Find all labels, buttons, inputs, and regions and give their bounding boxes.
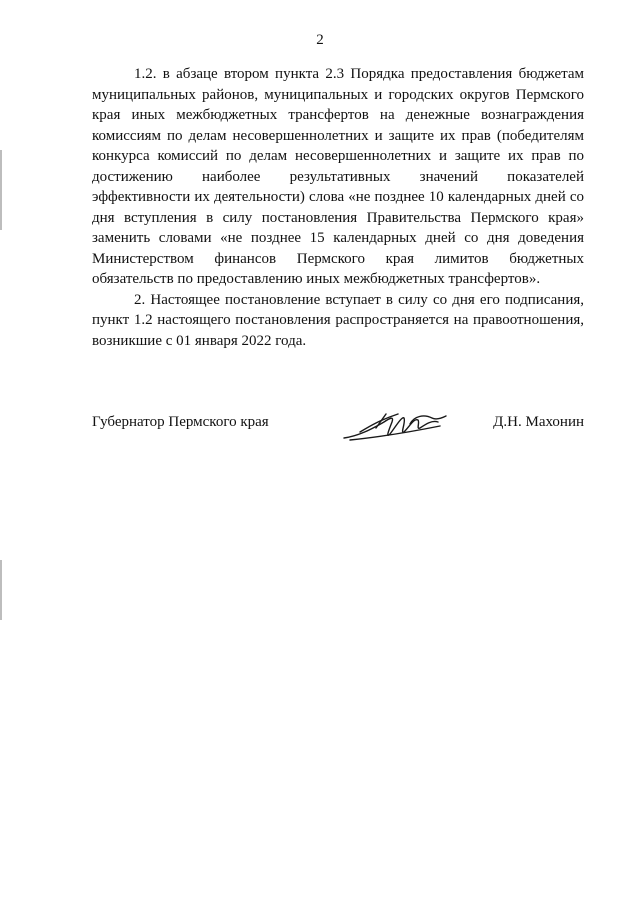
document-body [92,64,584,351]
signatory-title: Губернатор Пермского края [92,414,269,430]
scan-edge-mark [0,560,2,620]
paragraph-amendment-1-2: 1.2. в абзаце втором пункта 2.3 Порядка предоставления бюджетам муниципальных районов, муниципальных и городских округов Пермского края иных межбюджетных трансфертов на денежные вознаграждения комиссиям по делам несовершеннолетних и защите их прав (победителям конкурса комиссий по делам несовершеннолетних и защите их прав по достижению наиболее результативных значений показателей эффективности их деятельности) слова «не позднее 10 календарных дней со дня вступления в силу постановления Правительства Пермского края» заменить словами «не позднее 15 календарных дней со дня доведения Министерством финансов Пермского края лимитов бюджетных обязательств по предоставлению иных межбюджетных трансфертов». [92,66,584,287]
paragraph-effective-date: 2. Настоящее постановление вступает в силу со дня его подписания, пункт 1.2 настоящего постановления распространяется на правоотношения, возникшие с 01 января 2022 года. [92,291,584,349]
scan-edge-mark [0,150,2,230]
handwritten-signature-icon [340,408,450,444]
signatory-name: Д.Н. Махонин [493,414,584,430]
page-number: 2 [316,32,324,48]
signature-block [92,408,584,448]
